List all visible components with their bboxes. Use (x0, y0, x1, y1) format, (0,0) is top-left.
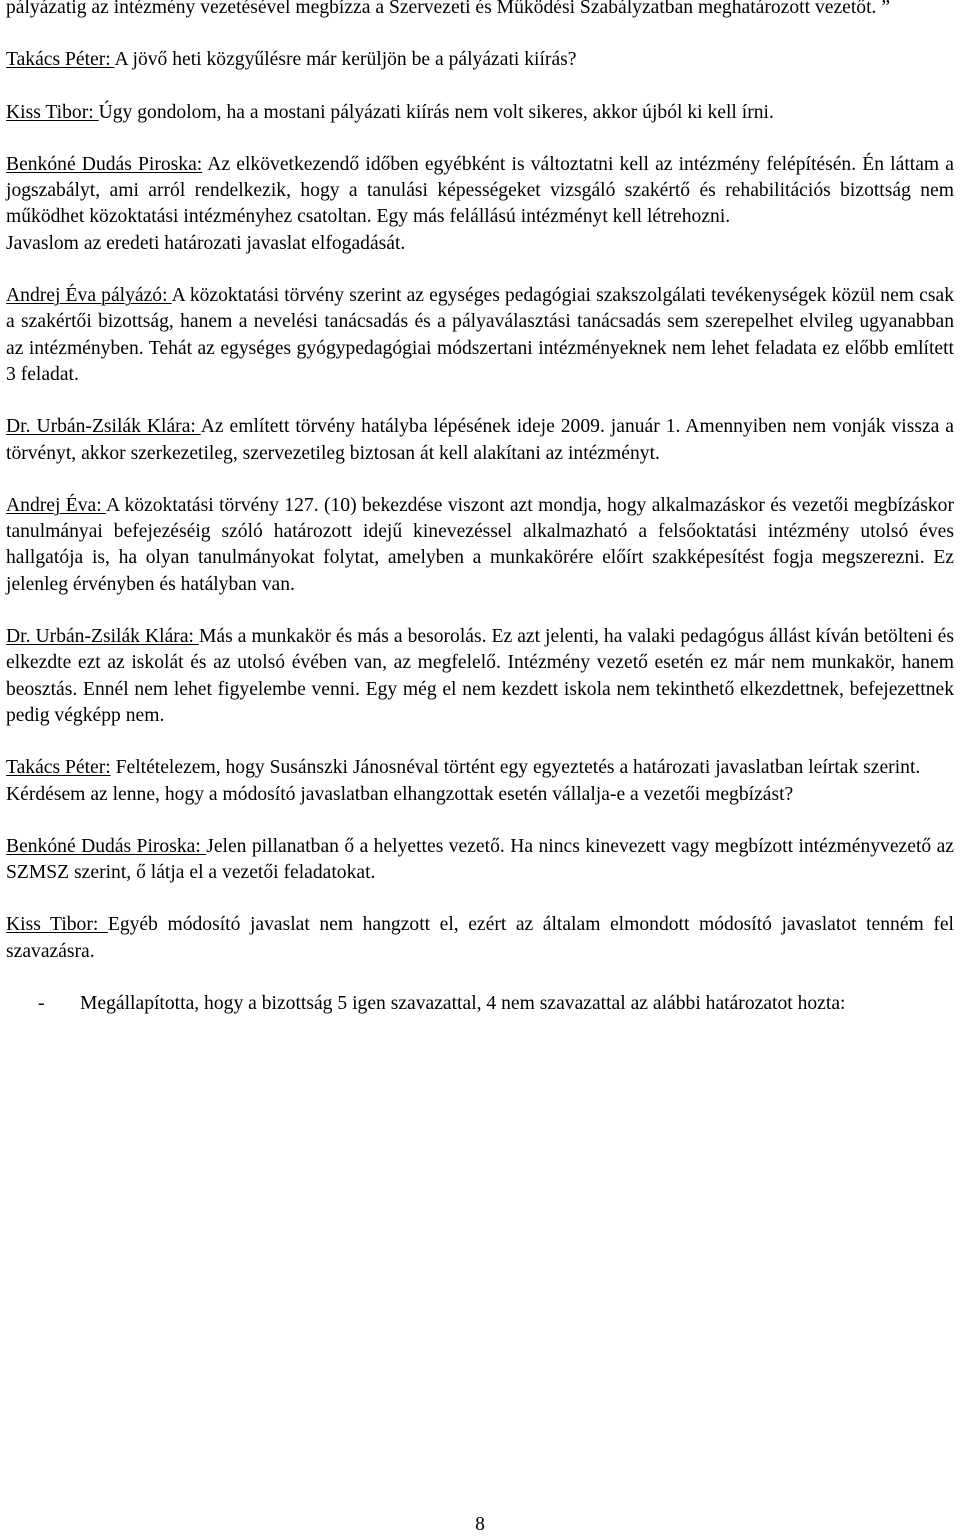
paragraph-text: A jövő heti közgyűlésre már kerüljön be a pályázati kiírás? (114, 49, 577, 71)
paragraph-urban-1 (6, 414, 954, 467)
speaker-name: Andrej Éva: (6, 494, 106, 516)
paragraph-text: A közoktatási törvény 127. (10) bekezdése viszont azt mondja, hogy alkalmazáskor és vezetői megbízáskor tanulmányai befejezéséig szóló határozott idejű kinevezéssel alkalmazható a felsőoktatási intézmény utolsó éves hallgatója is, ha olyan tanulmányokat folytat, amelyben a munkakörére előírt szakképesítést fogja megszerezni. Ez jelenleg érvényben és hatályban van. (6, 494, 955, 595)
paragraph-takacs-2-continued (6, 782, 954, 808)
speaker-name: Kiss Tibor: (6, 101, 99, 123)
paragraph-text: Más a munkakör és más a besorolás. Ez azt jelenti, ha valaki pedagógus állást kíván betölteni és elkezdte ezt az iskolát és az utolsó évében van, az megfelelő. Intézmény vezető esetén ez már nem munkakör, hanem beosztás. Ennél nem lehet figyelembe venni. Egy még el nem kezdett iskola nem tekinthető elkezdettnek, befejezettnek pedig végképp nem. (6, 626, 954, 726)
speaker-name: Andrej Éva pályázó: (6, 285, 172, 307)
paragraph-text: Feltételezem, hogy Susánszki Jánosnéval történt egy egyeztetés a határozati javaslatban leírtak szerint. (110, 757, 921, 779)
document-page (6, 0, 954, 1017)
paragraph-text: Az elkövetkezendő időben egyébként is változtatni kell az intézmény felépítésén. Én láttam a jogszabályt, ami arról rendelkezik, hogy a tanulási képességeket vizsgáló szakértő és rehabilitációs bizottság nem működhet közoktatási intézményhez csatoltan. Egy más felállású intézményt kell létrehozni. (6, 153, 954, 228)
speaker-name: Kiss Tibor: (6, 914, 108, 936)
bullet-text: Megállapította, hogy a bizottság 5 igen szavazattal, 4 nem szavazattal az alábbi határozatot hozta: (80, 993, 846, 1015)
paragraph-text: Úgy gondolom, ha a mostani pályázati kiírás nem volt sikeres, akkor újból ki kell írni. (98, 101, 774, 123)
paragraph-text: Kérdésem az lenne, hogy a módosító javaslatban elhangzottak esetén vállalja-e a vezetői megbízást? (6, 783, 794, 805)
paragraph-kiss-2 (6, 912, 954, 965)
paragraph-text: pályázatig az intézmény vezetésével megbízza a Szervezeti és Működési Szabályzatban meghatározott vezetőt. ” (6, 0, 891, 18)
paragraph-kiss-1 (6, 100, 954, 126)
paragraph-takacs-2 (6, 755, 954, 781)
paragraph-text: Jelen pillanatban ő a helyettes vezető. Ha nincs kinevezett vagy megbízott intézményvezető az SZMSZ szerint, ő látja el a vezetői feladatokat. (6, 835, 954, 884)
resolution-bullet (6, 991, 954, 1017)
speaker-name: Takács Péter: (6, 757, 111, 779)
speaker-name: Benkóné Dudás Piroska: (6, 153, 203, 175)
paragraph-benkone-2 (6, 834, 954, 887)
paragraph-benkone-1 (6, 152, 954, 231)
speaker-name: Dr. Urbán-Zsilák Klára: (6, 416, 201, 438)
paragraph-text: Az említett törvény hatályba lépésének ideje 2009. január 1. Amennyiben nem vonják vissza a törvényt, akkor szerkezetileg, szervezetileg biztosan át kell alakítani az intézményt. (6, 416, 955, 464)
speaker-name: Benkóné Dudás Piroska: (6, 835, 207, 857)
speaker-name: Dr. Urbán-Zsilák Klára: (6, 626, 199, 648)
speaker-name: Takács Péter: (6, 49, 115, 71)
paragraph-andrej-2 (6, 493, 954, 598)
paragraph-takacs-1 (6, 47, 954, 73)
paragraph-andrej-1 (6, 283, 954, 388)
paragraph-intro (6, 0, 954, 21)
page-number: 8 (475, 1514, 485, 1535)
bullet-dash: - (38, 993, 45, 1015)
paragraph-benkone-1-continued (6, 231, 954, 257)
paragraph-text: Egyéb módosító javaslat nem hangzott el, ezért az általam elmondott módosító javaslatot tenném fel szavazásra. (6, 914, 954, 962)
paragraph-urban-2 (6, 624, 954, 729)
paragraph-text: A közoktatási törvény szerint az egységes pedagógiai szakszolgálati tevékenységek közül nem csak a szakértői bizottság, hanem a nevelési tanácsadás és a pályaválasztási tanácsadás sem szerepelhet elvileg ugyanabban az intézményben. Tehát az egységes gyógypedagógiai módszertani intézményeknek nem lehet feladata ez előbb említett 3 feladat. (6, 285, 954, 385)
paragraph-text: Javaslom az eredeti határozati javaslat elfogadását. (6, 232, 406, 254)
